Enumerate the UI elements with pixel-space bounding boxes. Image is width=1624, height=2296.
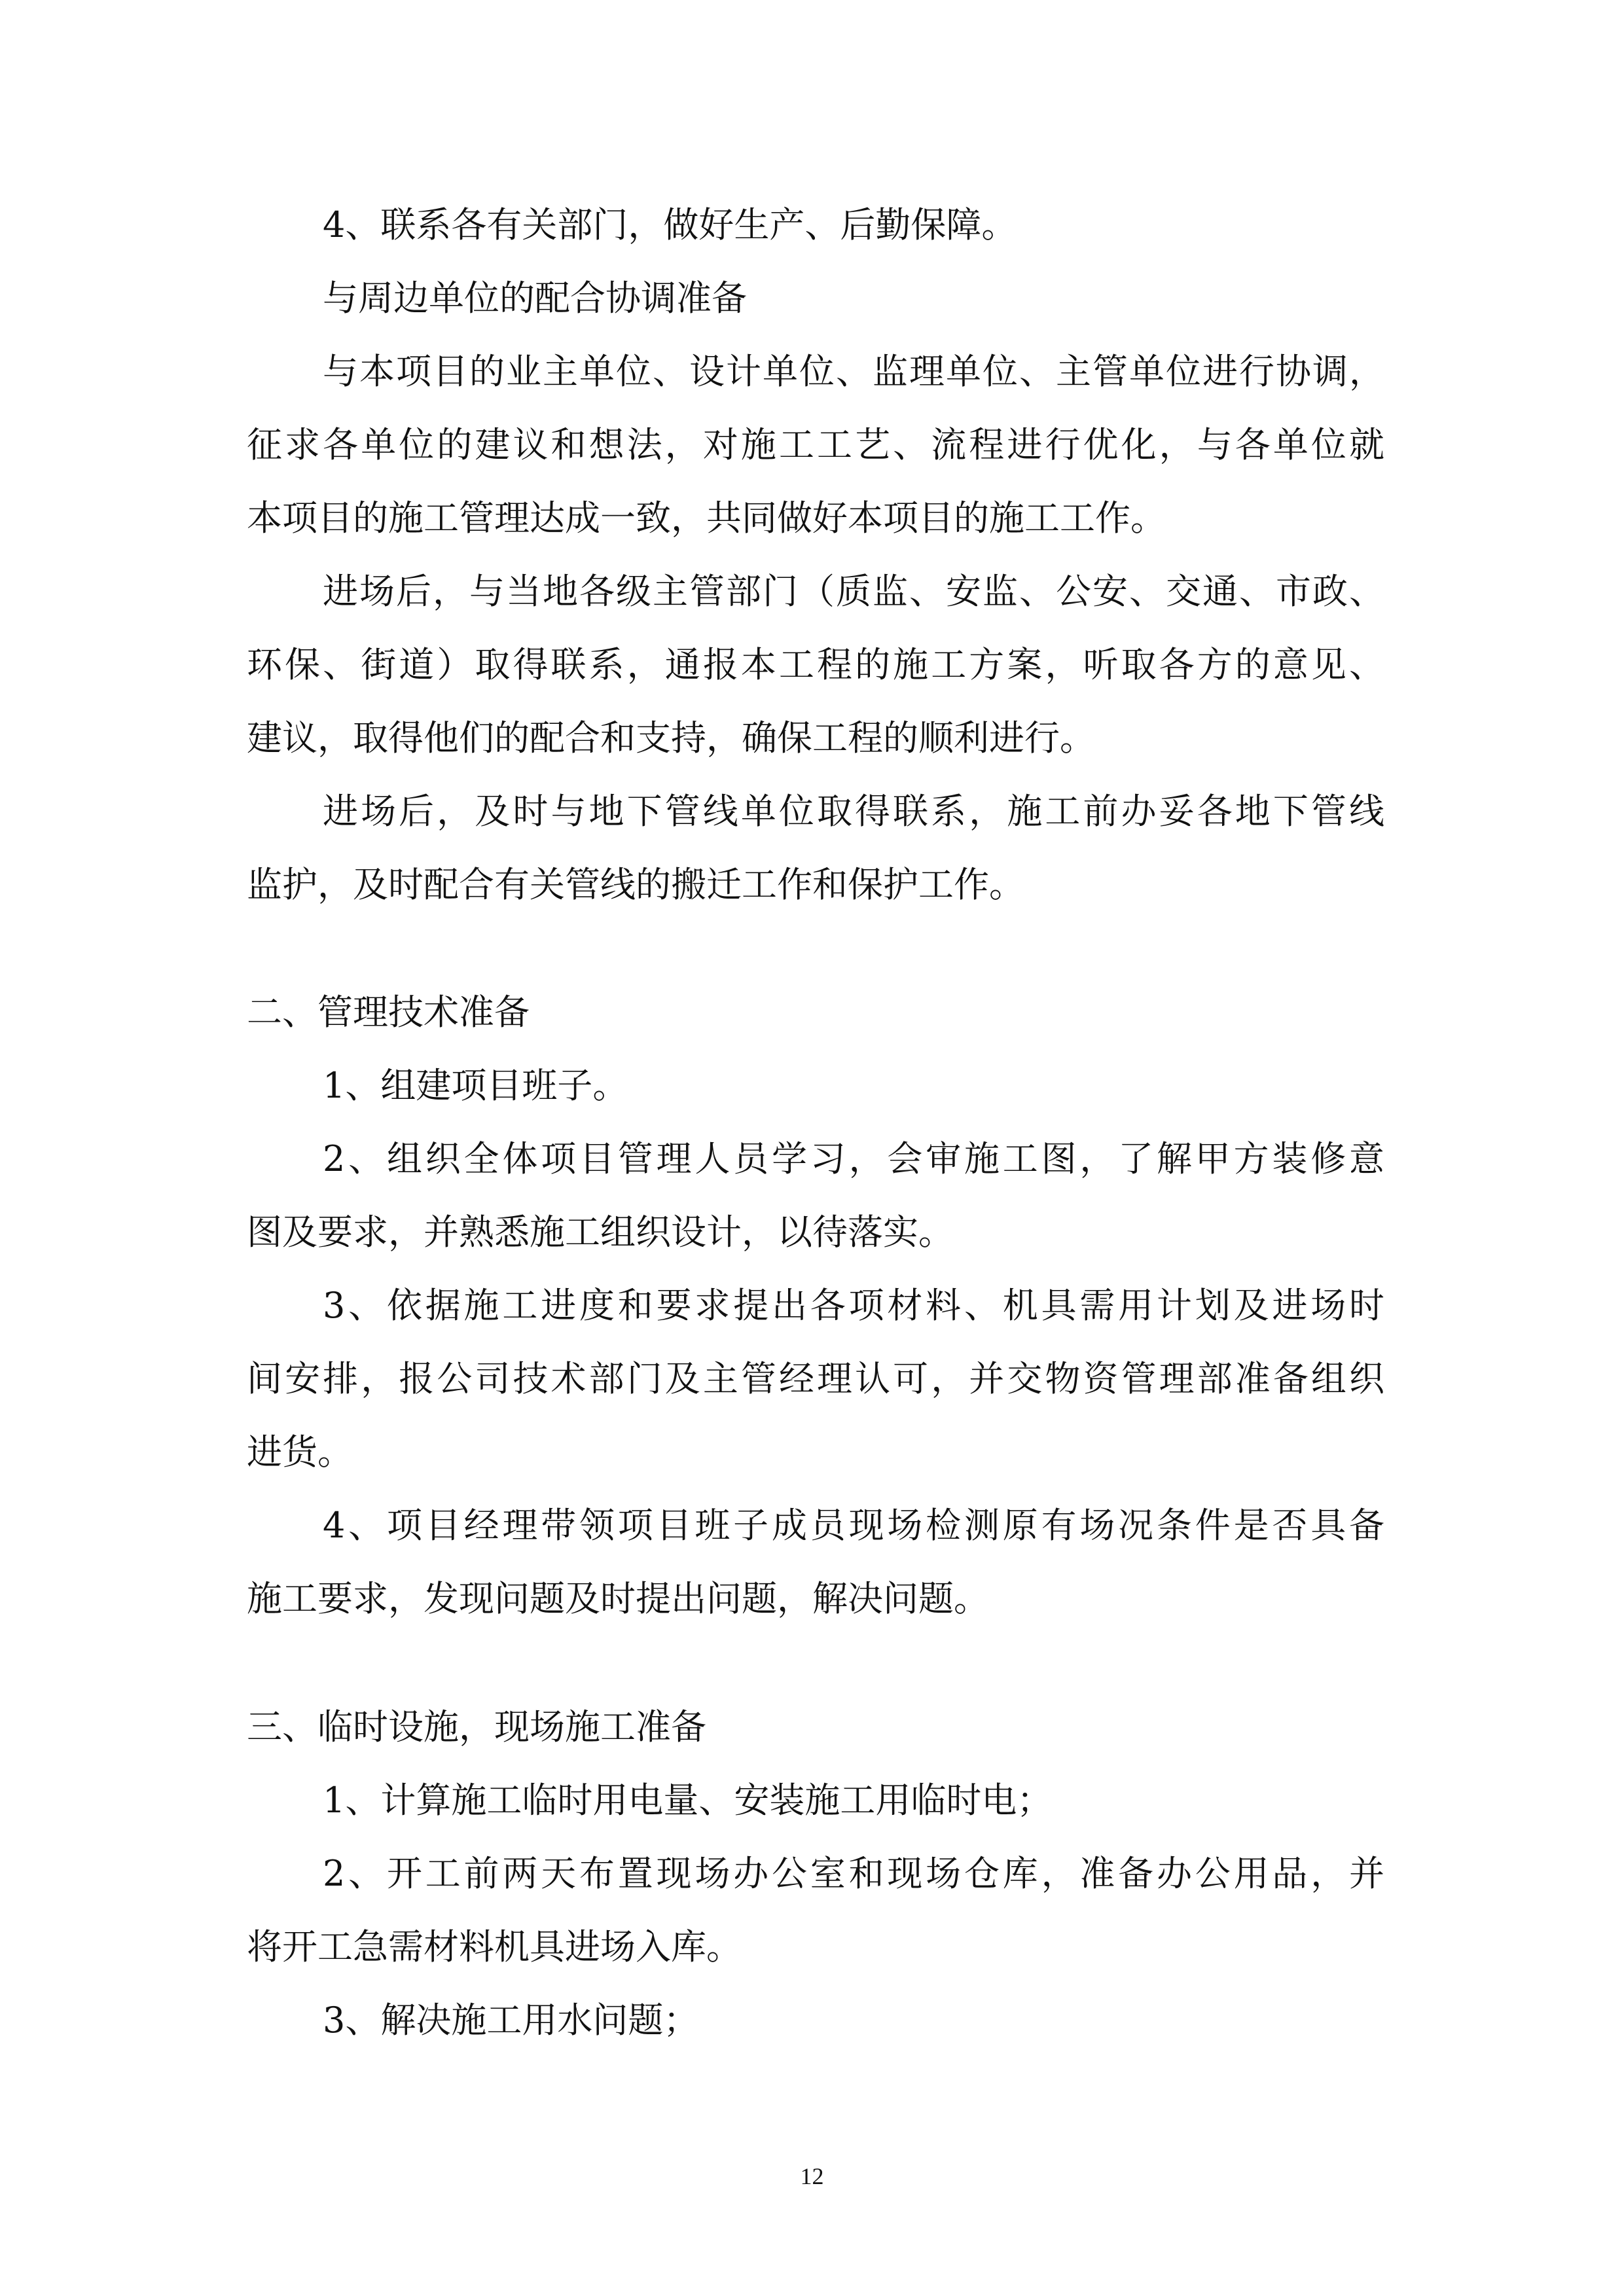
paragraph-line: 进场后，及时与地下管线单位取得联系，施工前办妥各地下管线 bbox=[323, 791, 1384, 832]
list-item: 4、项目经理带领项目班子成员现场检测原有场况条件是否具备 bbox=[323, 1505, 1384, 1546]
list-item-continuation: 施工要求，发现问题及时提出问题，解决问题。 bbox=[247, 1578, 989, 1619]
subsection-title: 与周边单位的配合协调准备 bbox=[323, 278, 747, 319]
list-item-continuation: 间安排，报公司技术部门及主管经理认可，并交物资管理部准备组织 bbox=[247, 1358, 1384, 1399]
paragraph-line: 进场后，与当地各级主管部门（质监、安监、公安、交通、市政、 bbox=[323, 571, 1384, 612]
paragraph-line: 建议，取得他们的配合和支持，确保工程的顺利进行。 bbox=[247, 717, 1095, 759]
list-item-continuation: 进货。 bbox=[247, 1431, 353, 1473]
list-item-continuation: 图及要求，并熟悉施工组织设计，以待落实。 bbox=[247, 1211, 954, 1253]
paragraph-line: 本项目的施工管理达成一致，共同做好本项目的施工工作。 bbox=[247, 497, 1166, 539]
list-item: 2、开工前两天布置现场办公室和现场仓库，准备办公用品，并 bbox=[323, 1853, 1384, 1894]
list-item: 3、依据施工进度和要求提出各项材料、机具需用计划及进场时 bbox=[323, 1285, 1384, 1326]
paragraph-line: 监护，及时配合有关管线的搬迁工作和保护工作。 bbox=[247, 864, 1024, 905]
section-heading: 三、临时设施，现场施工准备 bbox=[247, 1706, 706, 1748]
paragraph-line: 4、联系各有关部门，做好生产、后勤保障。 bbox=[323, 204, 1017, 245]
section-heading: 二、管理技术准备 bbox=[247, 992, 530, 1033]
paragraph-line: 与本项目的业主单位、设计单位、监理单位、主管单位进行协调， bbox=[323, 351, 1384, 392]
paragraph-line: 环保、街道）取得联系，通报本工程的施工方案，听取各方的意见、 bbox=[247, 644, 1384, 685]
list-item: 3、解决施工用水问题； bbox=[323, 2000, 699, 2041]
list-item: 1、计算施工临时用电量、安装施工用临时电； bbox=[323, 1780, 1053, 1821]
list-item-continuation: 将开工急需材料机具进场入库。 bbox=[247, 1926, 742, 1967]
page-number: 12 bbox=[800, 2163, 824, 2189]
paragraph-line: 征求各单位的建议和想法，对施工工艺、流程进行优化，与各单位就 bbox=[247, 424, 1384, 465]
list-item: 1、组建项目班子。 bbox=[323, 1065, 628, 1106]
list-item: 2、组织全体项目管理人员学习，会审施工图，了解甲方装修意 bbox=[323, 1138, 1384, 1179]
